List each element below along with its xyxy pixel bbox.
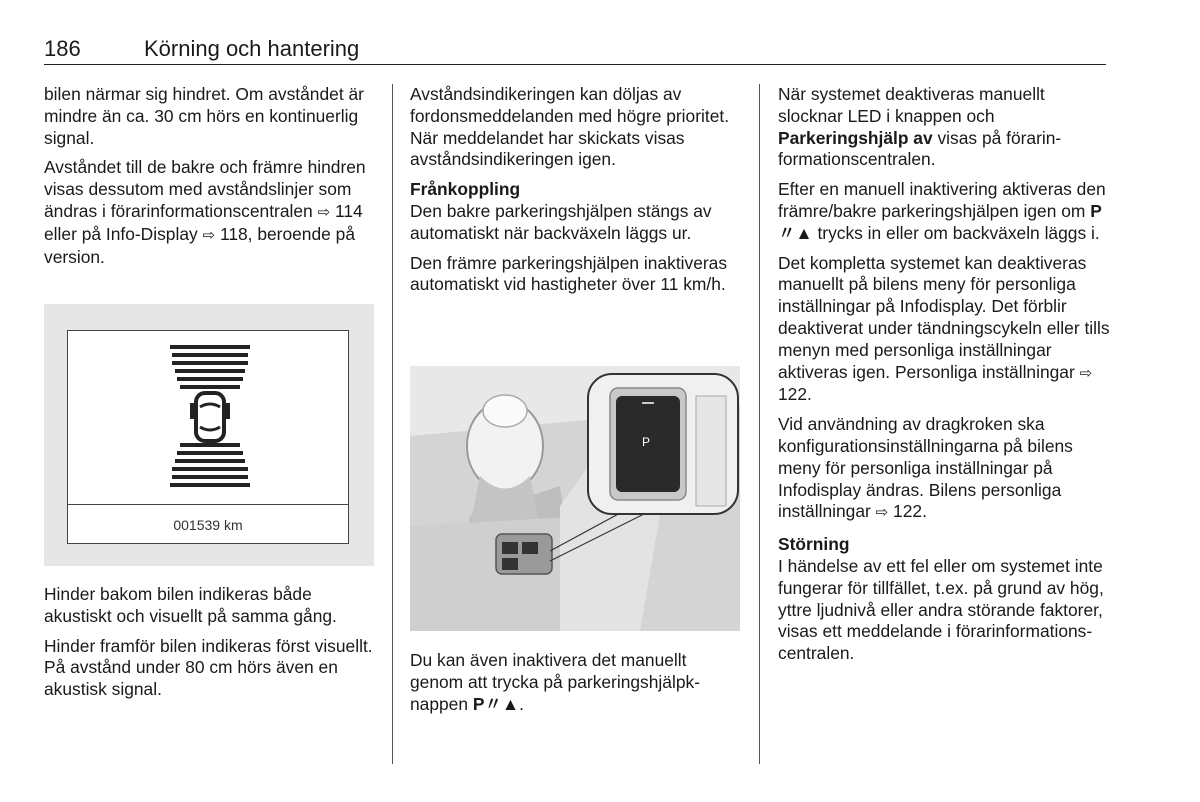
page-number: 186 <box>44 36 81 61</box>
display-message: Parkeringshjälp av <box>778 127 933 148</box>
paragraph: I händelse av ett fel eller om systemet inte fungerar för tillfället, t.ex. på grund av hög, yttre ljudnivå eller andra störande faktorer, visas ett meddelande i förarinformationscentralen. <box>778 555 1104 664</box>
distance-lines-graphic <box>68 331 350 503</box>
column-1-lower <box>44 584 374 709</box>
paragraph: Avståndet till de bakre och främre hindren visas dessutom med avståndslinjer som ändras i förarinformationscentralen ⇨ 114 eller på Info-Display ⇨ 118, beroende på version. <box>44 157 366 267</box>
car-icon <box>190 393 230 441</box>
page-ref-icon: ⇨ <box>875 504 889 522</box>
paragraph: Vid användning av dragkroken ska konfigurationsinställningarna på bilens meny för personliga inställningar på Infodisplay ändras. Bilens personliga inställningar ⇨ 122. <box>778 414 1073 522</box>
column-3 <box>778 84 1110 673</box>
paragraph: När systemet deaktiveras manuellt slocknar LED i knappen och Parkeringshjälp av visas på förarinformationscentralen. <box>778 84 1062 170</box>
paragraph: Hinder framför bilen indikeras först visuellt. På avstånd under 80 cm hörs även en akustisk signal. <box>44 635 373 700</box>
odometer-readout: 001539 km <box>173 517 243 533</box>
parking-display-illustration <box>44 304 374 566</box>
page-ref-icon: ⇨ <box>1079 364 1093 382</box>
console-illustration <box>410 366 740 631</box>
paragraph: Den bakre parkeringshjälpen stängs av automatiskt när backväxeln läggs ur. <box>410 200 712 243</box>
column-divider <box>392 84 393 764</box>
park-assist-button-label: P <box>642 435 651 449</box>
page-ref-icon: ⇨ <box>317 203 331 221</box>
paragraph: Avståndsindikeringen kan döljas av fordonsmeddelanden med högre prioritet. När meddelandet har skickats visas avståndsindikeringen igen. <box>410 84 730 170</box>
paragraph: Du kan även inaktivera det manuellt genom att trycka på parkeringshjälpknappen P〃▲. <box>410 650 700 714</box>
paragraph: Hinder bakom bilen indikeras både akustiskt och visuellt på samma gång. <box>44 584 337 626</box>
column-2-lower <box>410 650 742 723</box>
column-2 <box>410 84 742 304</box>
page-header <box>44 32 1106 65</box>
column-1 <box>44 84 374 276</box>
subheading: Störning <box>778 534 850 555</box>
page-ref-icon: ⇨ <box>202 226 216 244</box>
park-assist-button-photo <box>410 366 740 631</box>
subheading: Frånkoppling <box>410 179 521 200</box>
paragraph: Det kompletta systemet kan deaktiveras manuellt på bilens meny för personliga inställningar på Infodisplay. Det förblir deaktiverat under tändningscykeln eller tills menyn med personliga inställningar aktiveras igen. Personliga inställningar ⇨ 122. <box>778 252 1110 405</box>
column-divider <box>759 84 760 764</box>
paragraph: bilen närmar sig hindret. Om avståndet är mindre än ca. 30 cm hörs en kontinuerlig signal. <box>44 84 364 148</box>
paragraph: Den främre parkeringshjälpen inaktiveras automatiskt vid hastigheter över 11 km/h. <box>410 252 728 295</box>
park-assist-symbol: P〃▲ <box>778 200 1102 243</box>
section-title: Körning och hantering <box>144 36 360 61</box>
paragraph: Efter en manuell inaktivering aktiveras den främre/bakre parkeringshjälpen igen om P〃▲ trycks in eller om backväxeln läggs i. <box>778 179 1106 243</box>
park-assist-symbol: P〃▲ <box>472 693 520 714</box>
